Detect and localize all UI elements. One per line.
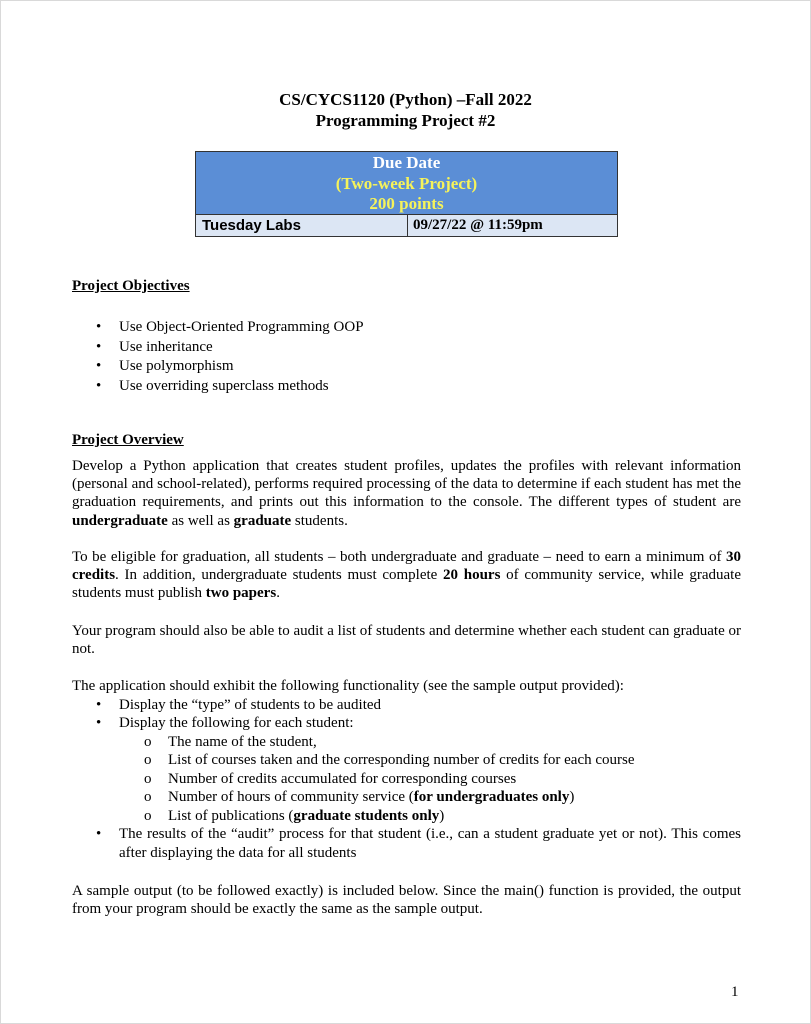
objectives-list	[72, 318, 364, 396]
document-title	[0, 89, 811, 131]
circle-bullet-icon: o	[144, 807, 152, 824]
list-item: • Use inheritance	[72, 338, 364, 358]
sub-list-item: o The name of the student,	[144, 733, 317, 750]
course-title: CS/CYCS1120 (Python) –Fall 2022	[279, 90, 532, 109]
sub-list-item: o List of courses taken and the corresponding number of credits for each course	[144, 752, 635, 768]
bullet-icon: •	[96, 826, 102, 842]
list-item: • Use Object-Oriented Programming OOP	[72, 318, 364, 338]
due-date-header	[196, 152, 617, 214]
circle-bullet-icon: o	[144, 752, 152, 768]
page-number: 1	[731, 984, 739, 1000]
circle-bullet-icon: o	[144, 733, 152, 750]
overview-heading: Project Overview	[72, 432, 184, 448]
project-points: 200 points	[369, 194, 444, 213]
bullet-icon: •	[96, 696, 102, 713]
list-item: • Use overriding superclass methods	[72, 377, 364, 397]
list-item: • Display the following for each student:	[96, 715, 354, 731]
functionality-intro: The application should exhibit the following functionality (see the sample output provided):	[72, 678, 624, 694]
list-item: • Display the “type” of students to be audited	[96, 696, 382, 713]
bullet-icon: •	[96, 319, 102, 335]
sub-list-item: o Number of credits accumulated for corresponding courses	[144, 770, 517, 787]
due-date-value: 09/27/22 @ 11:59pm	[413, 217, 543, 233]
list-item: • Use polymorphism	[72, 357, 364, 377]
circle-bullet-icon: o	[144, 789, 152, 805]
bullet-icon: •	[96, 377, 102, 394]
list-item: • The results of the “audit” process for that student (i.e., can a student graduate yet or not). This comes after displaying the data for all students	[96, 826, 741, 861]
functionality-list	[72, 677, 741, 862]
project-length: (Two-week Project)	[335, 173, 478, 193]
bullet-icon: •	[96, 338, 102, 355]
bullet-icon: •	[96, 715, 102, 731]
due-date-row	[196, 214, 617, 236]
overview-paragraph-1: Develop a Python application that creates student profiles, updates the profiles with relevant information (personal and school-related), performs required processing of the data to determine if each student has met the graduation requirements, and prints out this information to the console. The different types of student are undergraduate as well as graduate students.	[72, 458, 741, 529]
objectives-heading: Project Objectives	[72, 278, 190, 294]
due-date-table	[195, 151, 618, 237]
overview-paragraph-3: Your program should also be able to audit a list of students and determine whether each student can graduate or not.	[72, 623, 741, 658]
project-title: Programming Project #2	[315, 111, 496, 130]
circle-bullet-icon: o	[144, 770, 152, 787]
sub-list-item: o Number of hours of community service (for undergraduates only)	[144, 789, 575, 805]
due-date-label: Due Date	[372, 153, 441, 172]
lab-name: Tuesday Labs	[196, 215, 408, 236]
overview-paragraph-5: A sample output (to be followed exactly) is included below. Since the main() function is provided, the output from your program should be exactly the same as the sample output.	[72, 883, 741, 918]
bullet-icon: •	[96, 358, 102, 375]
sub-list-item: o List of publications (graduate students only)	[144, 807, 445, 824]
overview-paragraph-2: To be eligible for graduation, all students – both undergraduate and graduate – need to earn a minimum of 30 credits. In addition, undergraduate students must complete 20 hours of community service, while graduate students must publish two papers.	[72, 549, 742, 602]
